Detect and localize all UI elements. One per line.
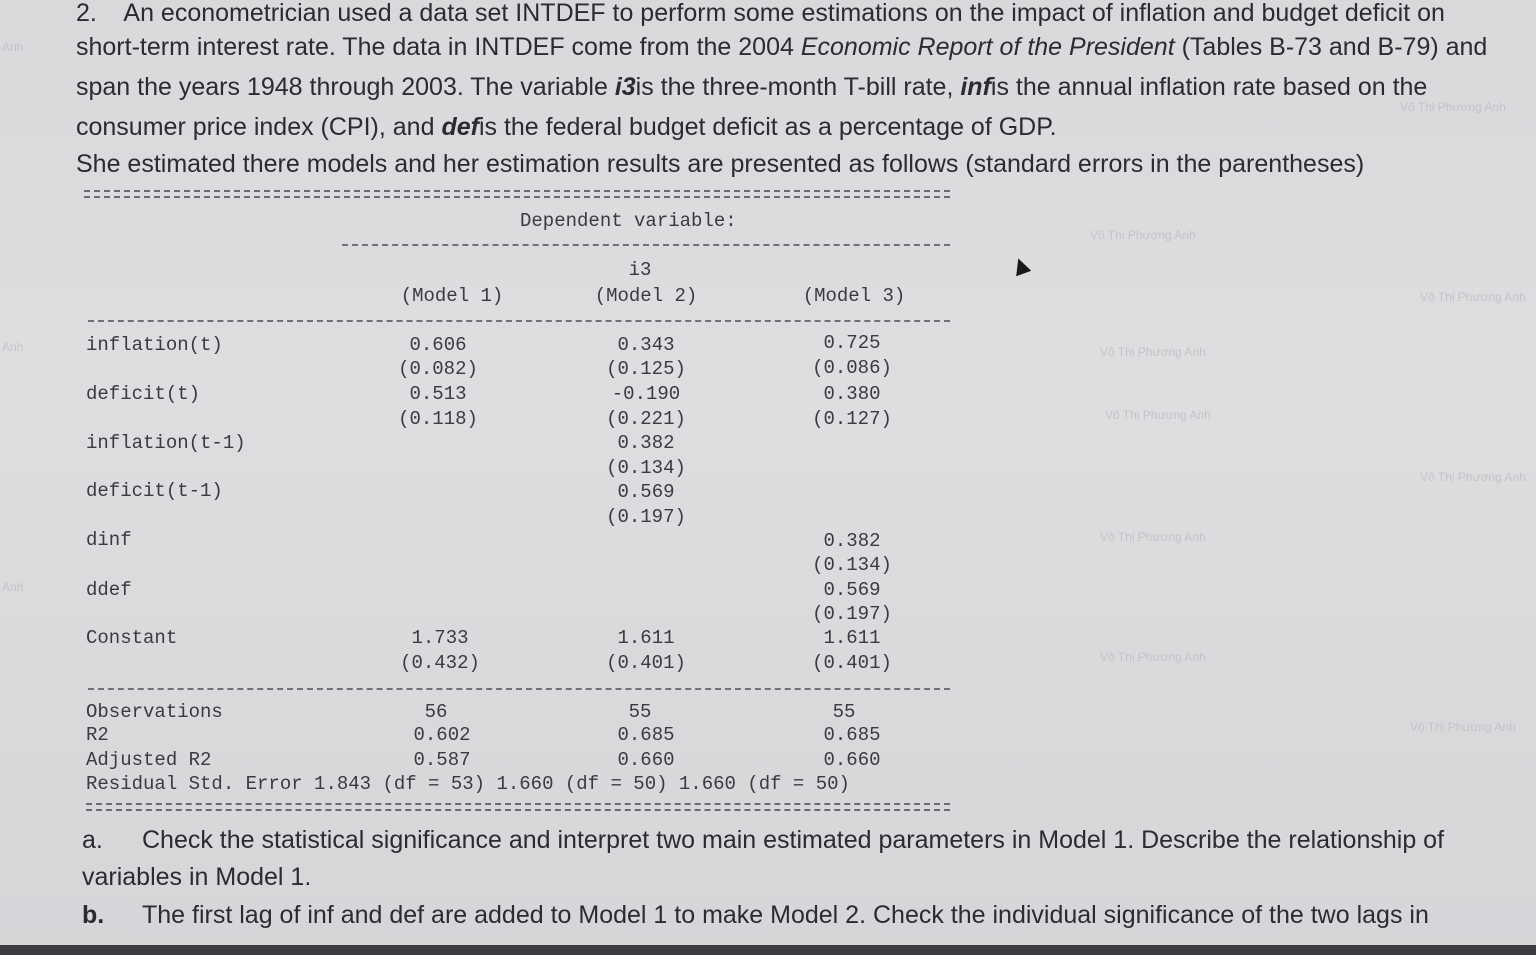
margin-mark: Anh (2, 340, 24, 354)
question-line-3: span the years 1948 through 2003. The variable i3is the three-month T-bill rate, infis the annual inflation rate based on the (76, 73, 1428, 101)
m3-adjusted-r2: 0.660 (823, 749, 881, 771)
m3-inflation-coef: 0.725 (823, 332, 881, 354)
question-line-2: short-term interest rate. The data in INTDEF come from the 2004 Economic Report of the President (Tables B-73 and B-79) and (76, 33, 1488, 61)
watermark-text: Võ Thị Phương Anh (1400, 100, 1506, 114)
dependent-variable-name: i3 (628, 259, 652, 281)
m1-observations: 56 (424, 701, 448, 723)
m2-deficit-se: (0.221) (606, 408, 686, 430)
margin-mark: Anh (2, 40, 24, 54)
model-2-header: (Model 2) (594, 285, 698, 307)
m2-inflation-lag-coef: 0.382 (617, 432, 675, 454)
part-a-line-1: Check the statistical significance and interpret two main estimated parameters in Model 1. Describe the relationship of (142, 826, 1445, 854)
m2-inflation-lag-se: (0.134) (606, 457, 686, 479)
part-b-line-1: The first lag of inf and def are added to Model 1 to make Model 2. Check the individual significance of the two lags in (142, 901, 1429, 929)
adjusted-r2-label: Adjusted R2 (86, 749, 212, 771)
m2-r2: 0.685 (617, 724, 675, 746)
m3-dinf-se: (0.134) (812, 554, 892, 576)
row-label-dinf: dinf (86, 529, 132, 551)
m3-ddef-se: (0.197) (812, 603, 892, 625)
bottom-screen-edge (0, 945, 1536, 955)
question-number: 2. (76, 0, 97, 27)
m1-deficit-coef: 0.513 (409, 383, 467, 405)
part-a-label: a. (82, 826, 103, 854)
watermark-text: Võ Thị Phương Anh (1420, 290, 1526, 304)
part-a-line-2: variables in Model 1. (82, 863, 312, 891)
margin-mark: Anh (2, 580, 24, 594)
m3-constant-se: (0.401) (812, 652, 892, 674)
row-label-inflation-lag: inflation(t-1) (86, 432, 246, 454)
m1-deficit-se: (0.118) (398, 408, 478, 430)
table-bottom-border (86, 803, 950, 811)
part-b-label: b. (82, 901, 105, 929)
m2-deficit-lag-se: (0.197) (606, 506, 686, 528)
r2-label: R2 (86, 724, 109, 746)
m3-ddef-coef: 0.569 (823, 579, 881, 601)
m1-constant-se: (0.432) (400, 652, 480, 674)
residual-std-error-row: Residual Std. Error 1.843 (df = 53) 1.660 (df = 50) 1.660 (df = 50) (86, 773, 850, 795)
question-line-4: consumer price index (CPI), and defis the federal budget deficit as a percentage of GDP. (76, 113, 1057, 141)
m3-deficit-se: (0.127) (812, 408, 892, 430)
question-line-5: She estimated there models and her estimation results are presented as follows (standard errors in the parentheses) (76, 150, 1365, 178)
m2-constant-se: (0.401) (606, 652, 686, 674)
model-3-header: (Model 3) (802, 285, 906, 307)
watermark-text: Võ Thị Phương Anh (1410, 720, 1516, 734)
m2-deficit-coef: -0.190 (611, 383, 681, 405)
mouse-cursor-icon (1011, 256, 1032, 277)
watermark-text: Võ Thị Phương Anh (1105, 408, 1211, 422)
watermark-text: Võ Thị Phương Anh (1100, 530, 1206, 544)
observations-label: Observations (86, 701, 223, 723)
m3-observations: 55 (832, 701, 856, 723)
m3-r2: 0.685 (823, 724, 881, 746)
row-label-inflation-t: inflation(t) (86, 334, 223, 356)
row-label-deficit-lag: deficit(t-1) (86, 480, 223, 502)
dependent-variable-header: Dependent variable: (520, 210, 737, 232)
m2-constant-coef: 1.611 (617, 627, 675, 649)
table-top-border (84, 190, 950, 198)
m2-adjusted-r2: 0.660 (617, 749, 675, 771)
m2-inflation-se: (0.125) (606, 358, 686, 380)
m1-adjusted-r2: 0.587 (413, 749, 471, 771)
m1-constant-coef: 1.733 (411, 627, 469, 649)
column-header-divider (88, 320, 950, 322)
question-line-1: 2. An econometrician used a data set INTDEF to perform some estimations on the impact of inflation and budget deficit on (76, 0, 1445, 27)
watermark-text: Võ Thị Phương Anh (1100, 650, 1206, 664)
row-label-constant: Constant (86, 627, 178, 649)
m2-deficit-lag-coef: 0.569 (617, 481, 675, 503)
m1-inflation-se: (0.082) (398, 358, 478, 380)
m3-dinf-coef: 0.382 (823, 530, 881, 552)
m1-inflation-coef: 0.606 (409, 334, 467, 356)
stats-divider (88, 688, 950, 690)
m2-inflation-coef: 0.343 (617, 334, 675, 356)
m1-r2: 0.602 (413, 724, 471, 746)
watermark-text: Võ Thị Phương Anh (1420, 470, 1526, 484)
model-1-header: (Model 1) (400, 285, 504, 307)
row-label-ddef: ddef (86, 579, 132, 601)
row-label-deficit-t: deficit(t) (86, 383, 201, 405)
watermark-text: Võ Thị Phương Anh (1100, 345, 1206, 359)
header-divider (342, 244, 950, 246)
m3-deficit-coef: 0.380 (823, 383, 881, 405)
m3-constant-coef: 1.611 (823, 627, 881, 649)
watermark-text: Võ Thị Phương Anh (1090, 228, 1196, 242)
m3-inflation-se: (0.086) (812, 357, 892, 379)
m2-observations: 55 (628, 701, 652, 723)
